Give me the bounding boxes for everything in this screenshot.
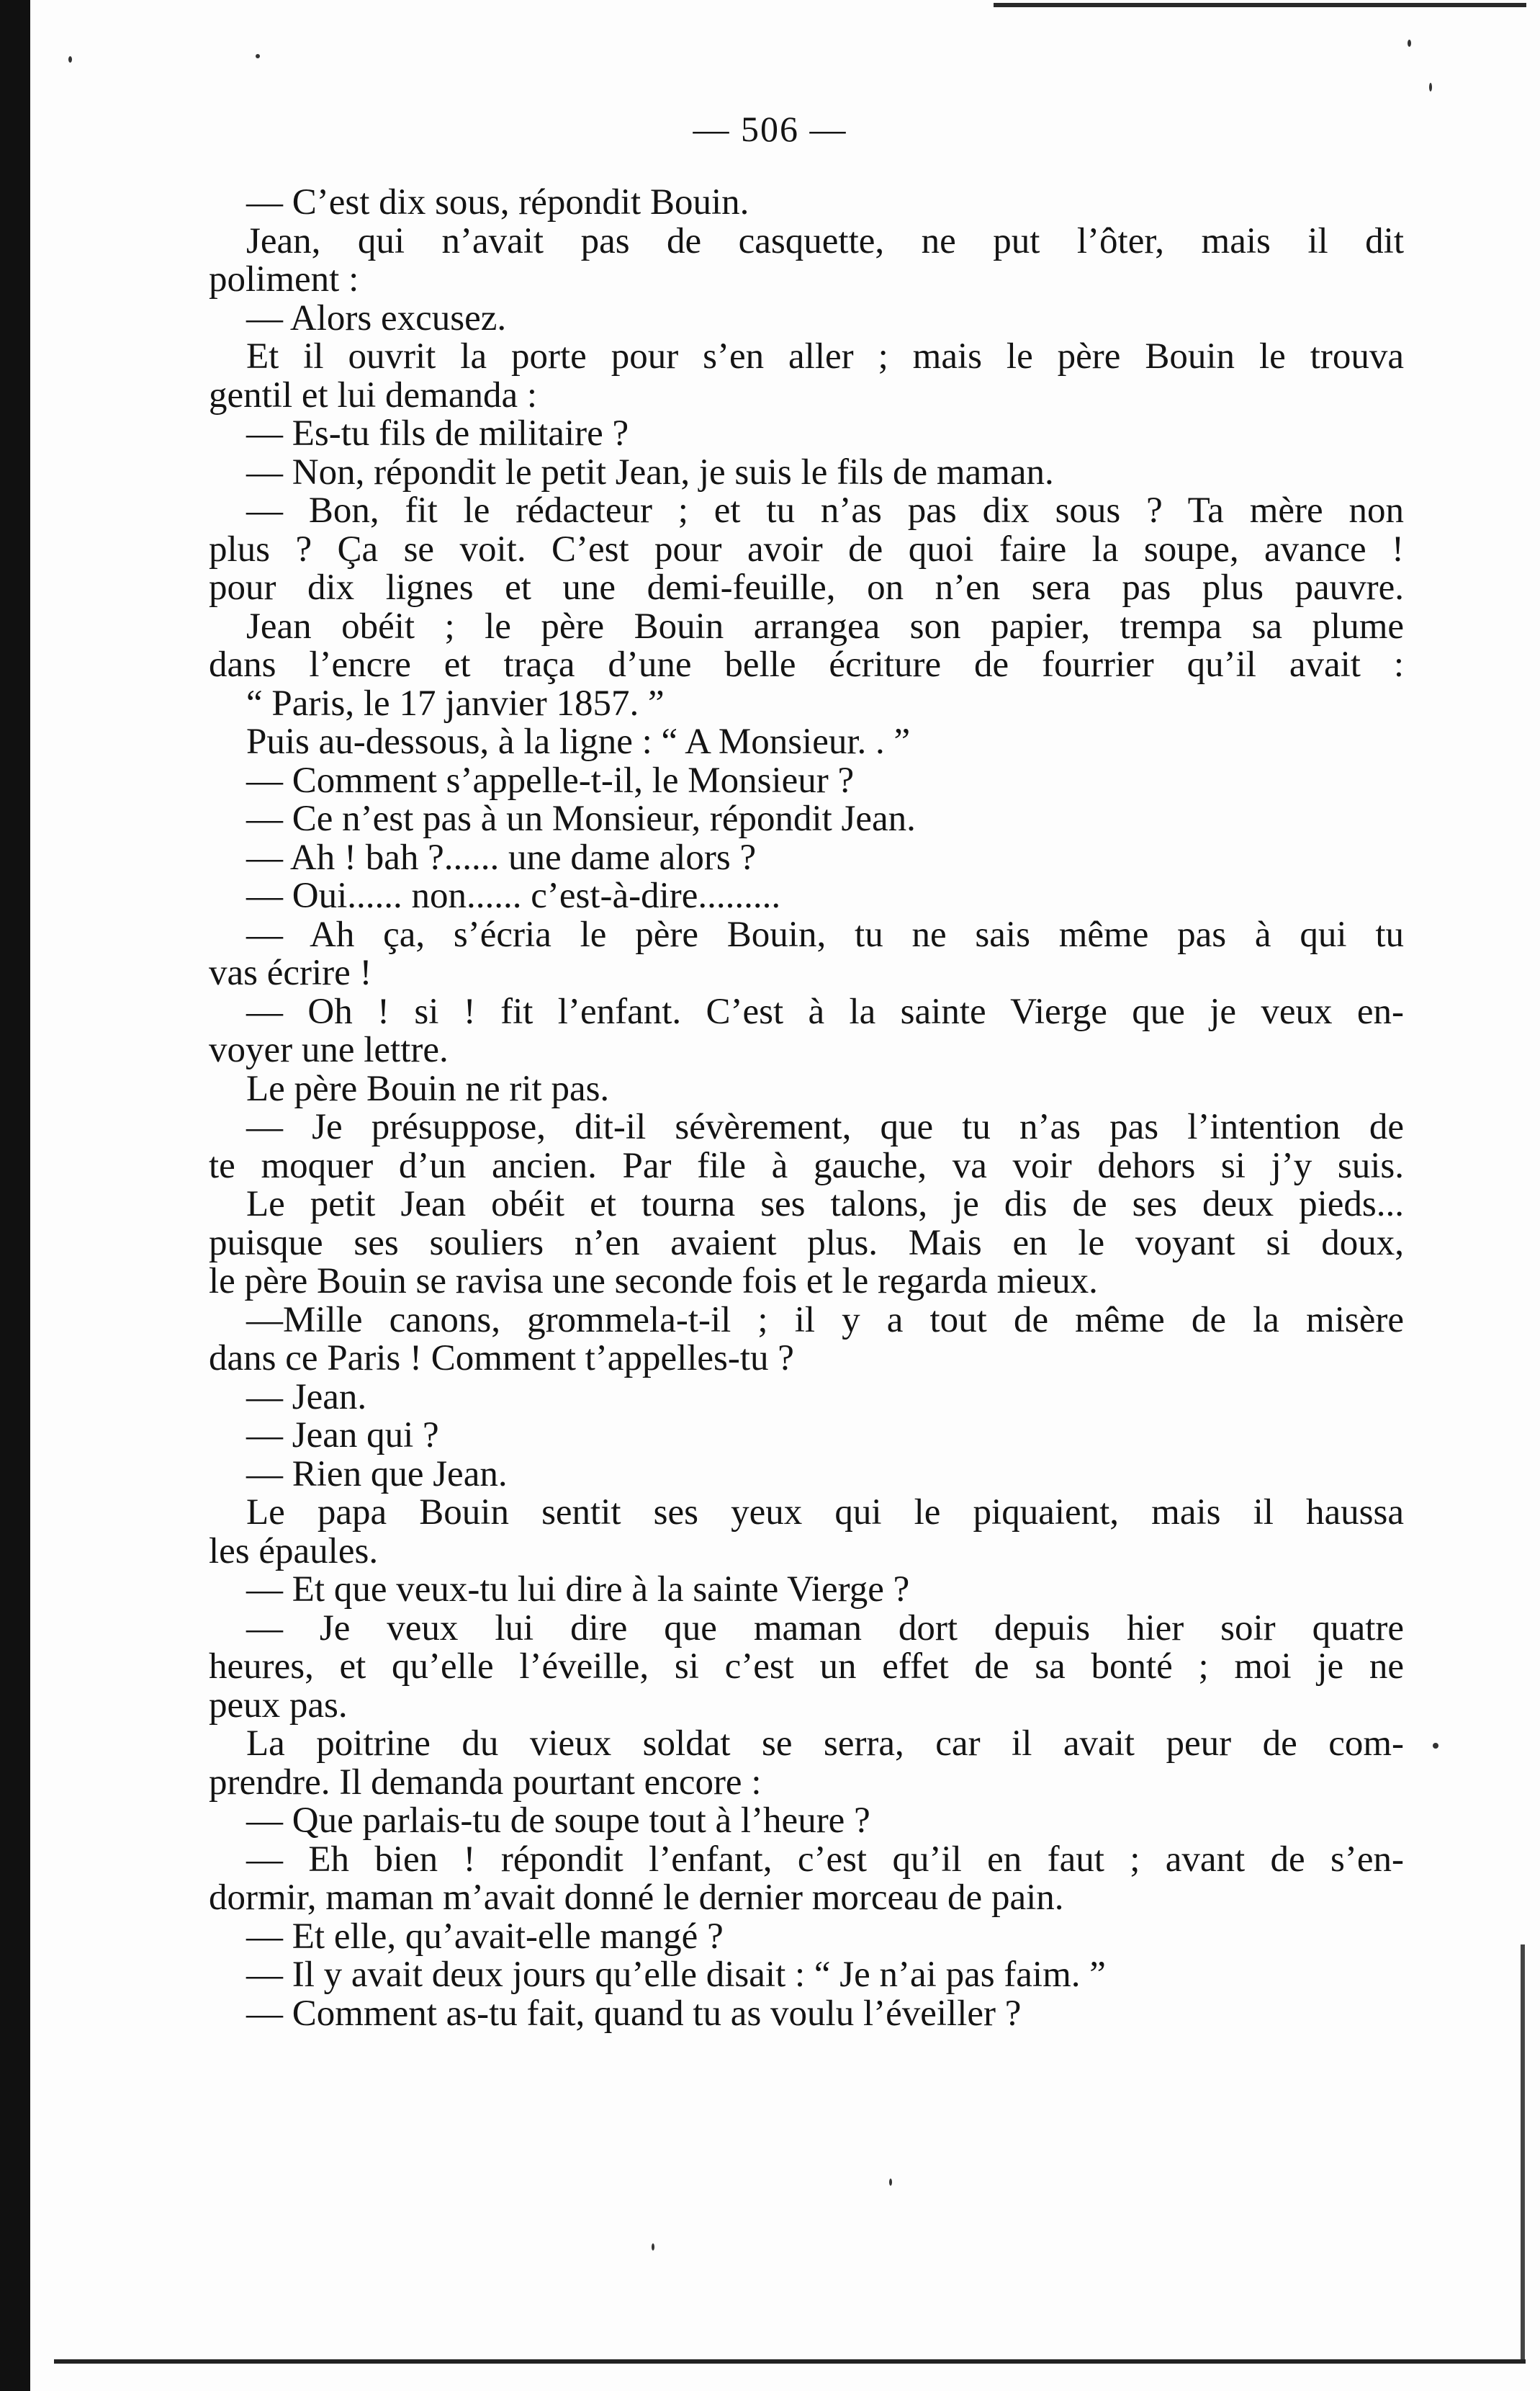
scan-speck <box>1433 1743 1438 1749</box>
text-line: — Je présuppose, dit-il sévèrement, que tu n’as pas l’intention de <box>246 1107 1404 1147</box>
text-line: — Et que veux-tu lui dire à la sainte Vierge ? <box>246 1569 910 1610</box>
text-line: puisque ses souliers n’en avaient plus. Mais en le voyant si doux, <box>209 1222 1404 1263</box>
text-line: — Oui...... non...... c’est-à-dire......... <box>246 876 781 916</box>
text-line: — Jean. <box>246 1376 367 1417</box>
scan-bottom-rule <box>54 2359 1526 2364</box>
scan-left-edge <box>0 0 30 2391</box>
text-line: Et il ouvrit la porte pour s’en aller ; mais le père Bouin le trouva <box>246 336 1404 377</box>
text-line: voyer une lettre. <box>209 1030 449 1070</box>
text-line: “ Paris, le 17 janvier 1857. ” <box>246 683 665 724</box>
text-line: dans ce Paris ! Comment t’appelles-tu ? <box>209 1338 794 1378</box>
text-line: — Jean qui ? <box>246 1415 439 1455</box>
text-line: plus ? Ça se voit. C’est pour avoir de quoi faire la soupe, avance ! <box>209 529 1404 570</box>
text-line: — Et elle, qu’avait-elle mangé ? <box>246 1916 724 1957</box>
text-line: dans l’encre et traça d’une belle écriture de fourrier qu’il avait : <box>209 645 1404 685</box>
text-line: — Ah ! bah ?...... une dame alors ? <box>246 837 757 878</box>
text-line: — Comment as-tu fait, quand tu as voulu l’éveiller ? <box>246 1993 1022 2034</box>
text-line: le père Bouin se ravisa une seconde fois et le regarda mieux. <box>209 1261 1098 1301</box>
text-line: prendre. Il demanda pourtant encore : <box>209 1762 762 1803</box>
scan-right-edge <box>1521 1944 1525 2362</box>
scan-speck <box>652 2243 654 2251</box>
scan-speck <box>1408 40 1411 47</box>
text-line: — Non, répondit le petit Jean, je suis le fils de maman. <box>246 452 1054 493</box>
scan-top-rule <box>994 3 1526 7</box>
text-line: — Bon, fit le rédacteur ; et tu n’as pas dix sous ? Ta mère non <box>246 490 1404 531</box>
scan-speck <box>68 56 72 63</box>
page-number: — 506 — <box>693 109 847 149</box>
text-line: Le père Bouin ne rit pas. <box>246 1068 610 1109</box>
text-line: — Que parlais-tu de soupe tout à l’heure ? <box>246 1800 870 1841</box>
text-line: — Es-tu fils de militaire ? <box>246 413 629 454</box>
text-line: Jean, qui n’avait pas de casquette, ne put l’ôter, mais il dit <box>246 220 1404 261</box>
text-line: vas écrire ! <box>209 953 372 993</box>
text-line: — Rien que Jean. <box>246 1453 508 1494</box>
text-line: te moquer d’un ancien. Par file à gauche, va voir dehors si j’y suis. <box>209 1145 1404 1186</box>
text-line: — Comment s’appelle-t-il, le Monsieur ? <box>246 760 855 801</box>
text-line: Puis au-dessous, à la ligne : “ A Monsieur. . ” <box>246 722 911 762</box>
body-text <box>209 184 1404 2033</box>
text-line: gentil et lui demanda : <box>209 374 538 416</box>
text-line: les épaules. <box>209 1530 379 1571</box>
text-line: — Ce n’est pas à un Monsieur, répondit Jean. <box>246 799 916 839</box>
scan-speck <box>256 54 260 58</box>
text-line: peux pas. <box>209 1685 348 1726</box>
text-line: — Eh bien ! répondit l’enfant, c’est qu’il en faut ; avant de s’en- <box>246 1839 1404 1880</box>
scan-speck <box>889 2179 892 2186</box>
text-line: Le petit Jean obéit et tourna ses talons, je dis de ses deux pieds... <box>246 1184 1404 1224</box>
text-line: Jean obéit ; le père Bouin arrangea son papier, trempa sa plume <box>246 606 1404 647</box>
text-line: Le papa Bouin sentit ses yeux qui le piquaient, mais il haussa <box>246 1492 1404 1533</box>
text-line: pour dix lignes et une demi-feuille, on n’en sera pas plus pauvre. <box>209 568 1404 608</box>
text-line: dormir, maman m’avait donné le dernier morceau de pain. <box>209 1878 1064 1918</box>
text-line: poliment : <box>209 259 359 300</box>
text-line: La poitrine du vieux soldat se serra, car il avait peur de com- <box>246 1723 1404 1764</box>
text-line: — Oh ! si ! fit l’enfant. C’est à la sainte Vierge que je veux en- <box>246 991 1404 1032</box>
scan-speck <box>1429 83 1432 91</box>
text-line: — Ah ça, s’écria le père Bouin, tu ne sais même pas à qui tu <box>246 914 1404 955</box>
text-line: — Alors excusez. <box>246 297 507 338</box>
text-line: — Je veux lui dire que maman dort depuis hier soir quatre <box>246 1607 1404 1648</box>
text-line: —Mille canons, grommela-t-il ; il y a tout de même de la misère <box>246 1299 1404 1340</box>
text-line: — C’est dix sous, répondit Bouin. <box>246 182 749 223</box>
text-line: — Il y avait deux jours qu’elle disait : “ Je n’ai pas faim. ” <box>246 1955 1106 1995</box>
text-line: heures, et qu’elle l’éveille, si c’est un effet de sa bonté ; moi je ne <box>209 1646 1404 1687</box>
